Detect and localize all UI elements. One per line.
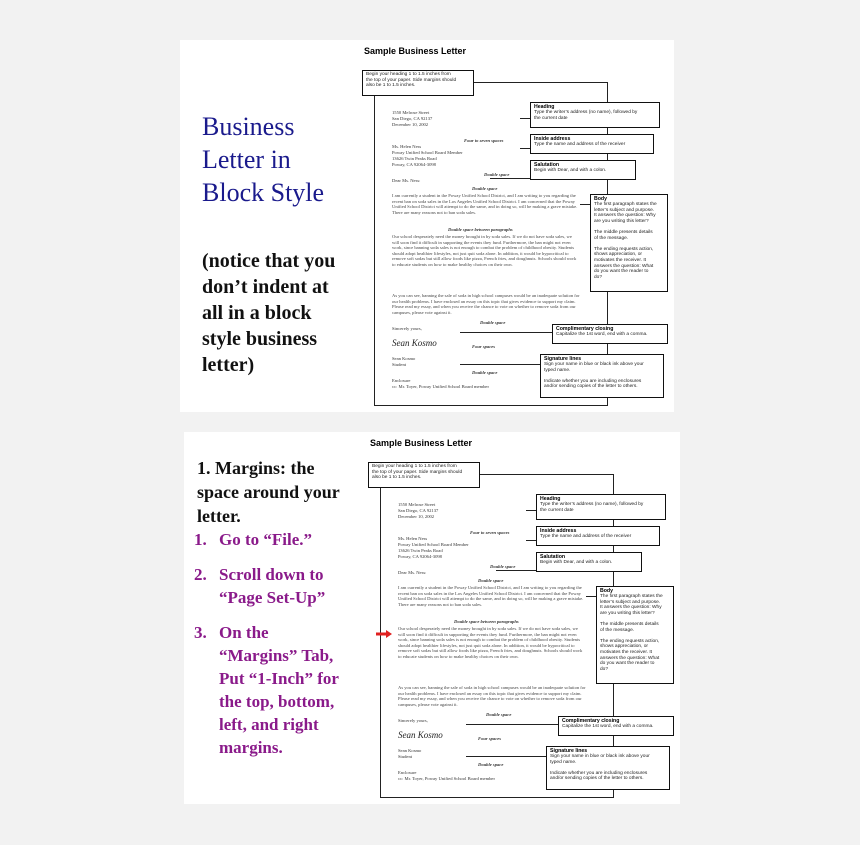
note-line: don’t indent at (202, 276, 329, 298)
box-title: Inside address (540, 528, 577, 534)
step-line: Go to “File.” (219, 530, 313, 549)
connector-line (466, 756, 546, 757)
box-line: answers the question: What (594, 263, 654, 269)
inside-address-line: Poway, CA 92064-3098 (398, 554, 442, 559)
sender-line: December 10, 2002 (392, 122, 429, 127)
spacing-note: Four spaces (472, 344, 496, 349)
box-line: the current date (534, 115, 568, 121)
arrow-shape (376, 630, 392, 638)
title-line: Letter in (202, 145, 291, 174)
inside-address-line: 13626 Twin Peaks Road (398, 548, 443, 553)
box-line: answers the question: What (600, 655, 660, 661)
connector-line (460, 364, 540, 365)
box-line: Type the name and address of the receiver (534, 142, 626, 147)
enclosure-line: Enclosure (392, 378, 411, 383)
title-line: Block Style (202, 178, 325, 207)
spacing-note: Double space between paragraphs (448, 227, 513, 232)
box-line: and/or sending copies of the letter to others. (544, 384, 638, 390)
annotation-signature (546, 746, 670, 790)
step-line: margins. (219, 738, 283, 757)
step-line: On the (219, 623, 269, 642)
annotation-heading (530, 102, 660, 128)
connector-line (586, 596, 596, 597)
note-line: style business (202, 328, 318, 350)
box-title: Inside address (534, 136, 571, 142)
body-paragraph: As you can see, banning the sale of soda in high school campuses would be an inadequate solution for our health problems. I have enclosed an essay on this topic that gives evidence to support my claim. Please read my essay, and when you receive the chance to vote on whether to remove soda from our campuses, please vote against it. (398, 685, 586, 707)
letter-title: Sample Business Letter (364, 46, 467, 56)
box-line: letter’s subject and purpose. (600, 599, 661, 605)
body-paragraph: I am currently a student in the Poway Unified School District, and I am writing to you regarding the recent ban on soda sales in the Los Angeles Unified School District. I am concerned that the Poway Unified School District will attempt to do the same, and in doing so, will be making a grave mistake. There are many reasons not to ban soda sales. (392, 193, 578, 215)
box-line: shows appreciation, or (594, 252, 642, 258)
connector-line (520, 148, 530, 149)
slide-block-style (180, 40, 674, 412)
step-line: Put “1-Inch” for (219, 669, 339, 688)
box-line: also be 1 to 1.5 inches. (372, 475, 422, 481)
connector-line (526, 540, 536, 541)
letter-title: Sample Business Letter (370, 438, 473, 448)
box-title: Signature lines (550, 748, 588, 754)
title-line: Business (202, 112, 295, 141)
step-line: Scroll down to (219, 565, 324, 584)
heading-line: space around your (197, 482, 340, 502)
inside-address-line: Ms. Helen Ness (392, 144, 422, 149)
spacing-note: Double space between paragraphs (454, 619, 519, 624)
box-line: Begin with Dear, and with a colon. (540, 560, 613, 565)
box-line: Begin your heading 1 to 1.5 inches from (366, 72, 451, 77)
salutation-text: Dear Ms. Ness: (392, 178, 421, 183)
sender-line: 1550 Melrose Street (392, 110, 430, 115)
box-line: The first paragraph states the (594, 202, 657, 207)
box-line: shows appreciation, or (600, 644, 648, 650)
box-title: Complimentary closing (562, 718, 620, 724)
box-title: Salutation (540, 554, 566, 560)
annotation-inside-address (530, 134, 654, 154)
box-line: Type the writer’s address (no name), followed by (534, 110, 638, 115)
step-line: left, and right (219, 715, 319, 734)
box-line: letter’s subject and purpose. (594, 207, 655, 213)
spacing-note: Double space (480, 320, 506, 325)
slide-margins (184, 432, 680, 804)
annotation-closing (558, 716, 674, 736)
box-line: also be 1 to 1.5 inches. (366, 83, 416, 89)
spacing-note: Four to seven spaces (464, 138, 504, 143)
note-line: all in a block (202, 302, 312, 324)
heading-margin-box (368, 462, 480, 488)
annotation-body (596, 586, 674, 684)
box-line: are you writing this letter? (594, 218, 649, 224)
spacing-note: Four to seven spaces (470, 530, 510, 535)
sample-letter-diagram (366, 436, 678, 802)
signature: Sean Kosmo (392, 338, 437, 348)
box-line: are you writing this letter? (600, 610, 655, 616)
box-line: motivates the receiver. It (594, 257, 646, 263)
annotation-salutation (536, 552, 642, 572)
body-paragraph: I am currently a student in the Poway Unified School District, and I am writing to you regarding the recent ban on soda sales in the Los Angeles Unified School District. I am concerned that the Poway Unified School District will attempt to do the same, and in doing so, will be making a grave mistake. There are many reasons not to ban soda sales. (398, 585, 584, 607)
box-title: Body (594, 196, 607, 202)
step-line: the top, bottom, (219, 692, 335, 711)
connector-line (490, 178, 530, 179)
box-line: Indicate whether you are including enclosures (550, 770, 648, 776)
step-item (194, 621, 362, 759)
enclosure-line: cc: Mr. Toyer, Poway Unified School Board member (398, 776, 496, 781)
box-line: motivates the receiver. It (600, 649, 652, 655)
box-line: The middle presents details (594, 229, 653, 235)
heading-line: letter. (197, 506, 241, 526)
annotation-body (590, 194, 668, 292)
box-title: Heading (534, 104, 555, 110)
body-paragraph: Our school desperately need the money brought in by soda sales. If we do not have soda sales, we will soon find it difficult in supporting the events they fund. Furthermore, the ban might not even work, since banning soda sales is not enough to combat the problem of childhood obesity. Students should adopt healthier lifestyles, not just quit soda alone. In addition, it would be hypocritical to remove soft sodas but still allow foods like pizza, French fries, and doughnuts. Schools should work to educate students on how to make healthy choices on their own. (392, 234, 577, 267)
spacing-note: Double space (490, 564, 516, 569)
step-number: 1. (194, 530, 207, 549)
typed-name: Sean Kosmo (398, 748, 422, 753)
step-item (194, 563, 362, 609)
box-line: The ending requests action, (594, 246, 654, 252)
inside-address-line: Poway Unified School Board Member (392, 150, 463, 155)
steps-list (194, 528, 362, 771)
box-line: of the message. (600, 627, 635, 633)
closing-text: Sincerely yours, (392, 326, 422, 331)
box-title: Signature lines (544, 356, 582, 362)
box-line: It answers the question: Why (594, 213, 656, 219)
box-line: do you want the reader to (594, 269, 649, 275)
spacing-note: Double space (472, 370, 498, 375)
annotation-signature (540, 354, 664, 398)
annotation-heading (536, 494, 666, 520)
spacing-note: Double space (478, 762, 504, 767)
box-line: do? (594, 274, 603, 280)
box-line: the top of your paper. Side margins should (372, 469, 463, 475)
spacing-note: Double space (484, 172, 510, 177)
body-paragraph: As you can see, banning the sale of soda in high school campuses would be an inadequate solution for our health problems. I have enclosed an essay on this topic that gives evidence to support my claim. Please read my essay, and when you receive the chance to vote on whether to remove soda from our campuses, please vote against it. (392, 293, 580, 315)
spacing-note: Double space (478, 578, 504, 583)
spacing-note: Four spaces (478, 736, 502, 741)
annotation-inside-address (536, 526, 660, 546)
slide-note (202, 248, 362, 378)
connector-line (580, 204, 590, 205)
spacing-note: Double space (486, 712, 512, 717)
sample-letter-diagram (360, 44, 672, 410)
box-line: The first paragraph states the (600, 594, 663, 599)
inside-address-line: Poway, CA 92064-3098 (392, 162, 436, 167)
body-paragraph: Our school desperately need the money brought in by soda sales. If we do not have soda sales, we will soon find it difficult in supporting the events they fund. Furthermore, the ban might not even work, since banning soda sales is not enough to combat the problem of childhood obesity. Students should adopt healthier lifestyles, not just quit soda alone. In addition, it would be hypocritical to remove soft sodas but still allow foods like pizza, French fries, and doughnuts. Schools should work to educate students on how to make healthy choices on their own. (398, 626, 583, 659)
box-line: typed name. (544, 367, 571, 373)
box-line: the current date (540, 507, 574, 513)
box-line: do? (600, 666, 609, 672)
annotation-closing (552, 324, 668, 344)
heading-line: 1. Margins: the (197, 458, 315, 478)
box-line: Sign your name in blue or black ink above your (550, 754, 650, 759)
box-title: Complimentary closing (556, 326, 614, 332)
enclosure-line: cc: Mr. Toyer, Poway Unified School Board member (392, 384, 490, 389)
enclosure-line: Enclosure (398, 770, 417, 775)
connector-line (466, 724, 558, 725)
box-line: The ending requests action, (600, 638, 660, 644)
spacing-note: Double space (472, 186, 498, 191)
closing-text: Sincerely yours, (398, 718, 428, 723)
connector-line (520, 118, 530, 119)
connector-line (460, 332, 552, 333)
box-line: Begin your heading 1 to 1.5 inches from (372, 464, 457, 469)
box-line: Capitalize the 1st word, end with a comma. (562, 724, 654, 729)
sender-line: San Diego, CA 92137 (392, 116, 433, 121)
box-line: Type the writer’s address (no name), followed by (540, 502, 644, 507)
step-line: “Margins” Tab, (219, 646, 334, 665)
inside-address-line: Poway Unified School Board Member (398, 542, 469, 547)
note-line: (notice that you (202, 250, 336, 272)
step-number: 2. (194, 565, 207, 584)
box-title: Body (600, 588, 613, 594)
signature: Sean Kosmo (398, 730, 443, 740)
step-line: “Page Set-Up” (219, 588, 326, 607)
sender-line: December 10, 2002 (398, 514, 435, 519)
annotation-salutation (530, 160, 636, 180)
typed-name: Sean Kosmo (392, 356, 416, 361)
inside-address-line: Ms. Helen Ness (398, 536, 428, 541)
heading-margin-box (362, 70, 474, 96)
sender-line: San Diego, CA 92137 (398, 508, 439, 513)
typed-name: Student (392, 362, 407, 367)
box-line: typed name. (550, 759, 577, 765)
connector-line (526, 510, 536, 511)
red-arrow-icon (376, 630, 392, 638)
sender-line: 1550 Melrose Street (398, 502, 436, 507)
inside-address-line: 13626 Twin Peaks Road (392, 156, 437, 161)
box-line: The middle presents details (600, 621, 659, 627)
step-number: 3. (194, 623, 207, 642)
note-line: letter) (202, 354, 255, 376)
box-line: Capitalize the 1st word, end with a comma. (556, 332, 648, 337)
salutation-text: Dear Ms. Ness: (398, 570, 427, 575)
typed-name: Student (398, 754, 413, 759)
box-line: and/or sending copies of the letter to others. (550, 776, 644, 782)
box-line: It answers the question: Why (600, 605, 662, 611)
slide-title (202, 110, 362, 209)
connector-line (496, 570, 536, 571)
box-line: Type the name and address of the receiver (540, 534, 632, 539)
box-line: Begin with Dear, and with a colon. (534, 168, 607, 173)
box-line: of the message. (594, 235, 629, 241)
box-line: the top of your paper. Side margins should (366, 77, 457, 83)
box-line: Indicate whether you are including enclosures (544, 378, 642, 384)
box-line: do you want the reader to (600, 661, 655, 667)
box-title: Heading (540, 496, 561, 502)
box-line: Sign your name in blue or black ink above your (544, 362, 644, 367)
slide-heading (197, 456, 357, 528)
step-item (194, 528, 362, 551)
box-title: Salutation (534, 162, 560, 168)
